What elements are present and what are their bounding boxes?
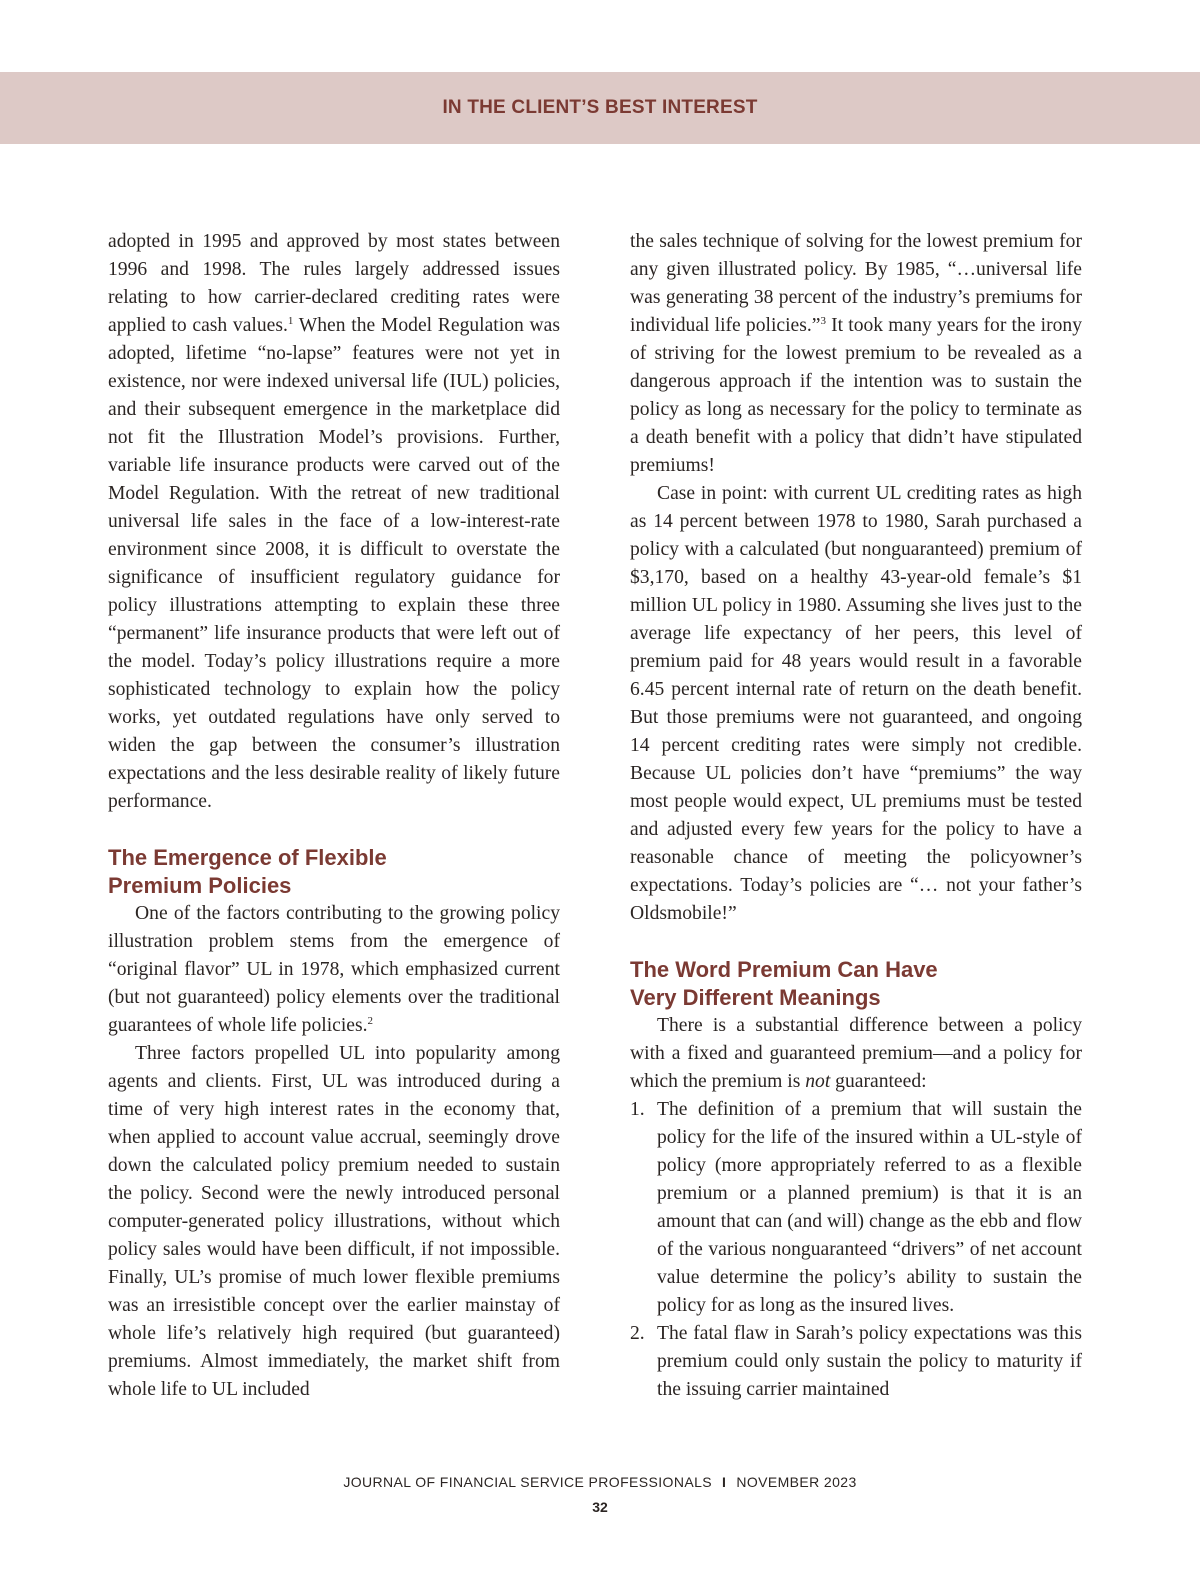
heading-line: Premium Policies: [108, 873, 292, 898]
heading-line: The Emergence of Flexible: [108, 845, 387, 870]
list-number: 2.: [630, 1323, 645, 1344]
issue-date: NOVEMBER 2023: [736, 1474, 857, 1490]
heading-line: Very Different Meanings: [630, 985, 881, 1010]
footnote-ref-1: 1: [287, 315, 294, 327]
list-item: [630, 1096, 1082, 1320]
list-item-text: The fatal flaw in Sarah’s policy expectations was this premium could only sustain the policy to maturity if the issuing carrier maintained: [657, 1323, 1082, 1400]
list-item: [630, 1320, 1082, 1404]
section-heading-flexible-premium: [108, 844, 560, 900]
paragraph-text: One of the factors contributing to the growing policy illustration problem stems from the emergence of “original flavor” UL in 1978, which emphasized current (but not guaranteed) policy elements over the traditional guarantees of whole life policies.: [108, 903, 560, 1036]
paragraph-text: It took many years for the irony of striving for the lowest premium to be revealed as a dangerous approach if the intention was to sustain the policy as long as necessary for the policy to terminate as a death benefit with a policy that didn’t have stipulated premiums!: [630, 315, 1082, 476]
paragraph-text: There is a substantial difference between a policy with a fixed and guaranteed premium—and a policy for which the premium is: [630, 1015, 1082, 1092]
paragraph-text: the sales technique of solving for the lowest premium for any given illustrated policy. By 1985, “…universal life was generating 38 percent of the industry’s premiums for individual life policies.”: [630, 231, 1082, 336]
footnote-ref-3: 3: [820, 315, 826, 327]
list-item-text: The definition of a premium that will sustain the policy for the life of the insured within a UL-style of policy (more appropriately referred to as a flexible premium or a planned premium) is that it is an amount that can (and will) change as the ebb and flow of the various nonguaranteed “drivers” of net account value determine the policy’s ability to sustain the policy for as long as the insured lives.: [657, 1099, 1082, 1316]
paragraph: Three factors propelled UL into popularity among agents and clients. First, UL was introduced during a time of very high interest rates in the economy that, when applied to account value accrual, seemingly drove down the calculated policy premium needed to sustain the policy. Second were the newly introduced personal computer-generated policy illustrations, without which policy sales would have been difficult, if not impossible. Finally, UL’s promise of much lower flexible premiums was an irresistible concept over the earlier mainstay of whole life’s relatively high required (but guaranteed) premiums. Almost immediately, the market shift from whole life to UL included: [108, 1043, 560, 1400]
left-column: [108, 228, 560, 1404]
section-title: IN THE CLIENT’S BEST INTEREST: [442, 97, 758, 118]
heading-line: The Word Premium Can Have: [630, 957, 938, 982]
page-number: 32: [592, 1499, 608, 1515]
section-banner: [0, 72, 1200, 144]
paragraph: Case in point: with current UL crediting rates as high as 14 percent between 1978 to 1980, Sarah purchased a policy with a calculated (but nonguaranteed) premium of $3,170, based on a healthy 43-year-old female’s $1 million UL policy in 1980. Assuming she lives just to the average life expectancy of her peers, this level of premium paid for 48 years would result in a favorable 6.45 percent internal rate of return on the death benefit. But those premiums were not guaranteed, and ongoing 14 percent crediting rates were simply not credible. Because UL policies don’t have “premiums” the way most people would expect, UL premiums must be tested and adjusted every few years for the policy to have a reasonable chance of meeting the policyowner’s expectations. Today’s policies are “… not your father’s Oldsmobile!”: [630, 483, 1082, 924]
right-column: [630, 228, 1082, 1404]
footer-journal-line: [0, 1474, 1200, 1490]
list-number: 1.: [630, 1099, 645, 1120]
footnote-ref-2: 2: [367, 1015, 374, 1027]
emphasis: not: [805, 1071, 831, 1092]
footer-separator: I: [722, 1474, 727, 1490]
section-heading-premium-meanings: [630, 956, 1082, 1012]
paragraph-text: When the Model Regulation was adopted, lifetime “no-lapse” features were not yet in existence, nor were indexed universal life (IUL) policies, and their subsequent emergence in the marketplace did not fit the Illustration Model’s provisions. Further, variable life insurance products were carved out of the Model Regulation. With the retreat of new traditional universal life sales in the face of a low-interest-rate environment since 2008, it is difficult to overstate the significance of insufficient regulatory guidance for policy illustrations attempting to explain these three “permanent” life insurance products that were left out of the model. Today’s policy illustrations require a more sophisticated technology to explain how the policy works, yet outdated regulations have only served to widen the gap between the consumer’s illustration expectations and the less desirable reality of likely future performance.: [108, 315, 560, 812]
paragraph-text: guaranteed:: [830, 1071, 927, 1092]
paragraph-text: adopted in 1995 and approved by most states between 1996 and 1998. The rules largely addressed issues relating to how carrier-declared crediting rates were applied to cash values.: [108, 231, 560, 336]
journal-name: JOURNAL OF FINANCIAL SERVICE PROFESSIONALS: [343, 1474, 713, 1490]
paragraph: [630, 228, 1082, 480]
paragraph: [108, 900, 560, 1040]
paragraph: [630, 1012, 1082, 1096]
paragraph: [108, 228, 560, 816]
numbered-list: [630, 1096, 1082, 1404]
